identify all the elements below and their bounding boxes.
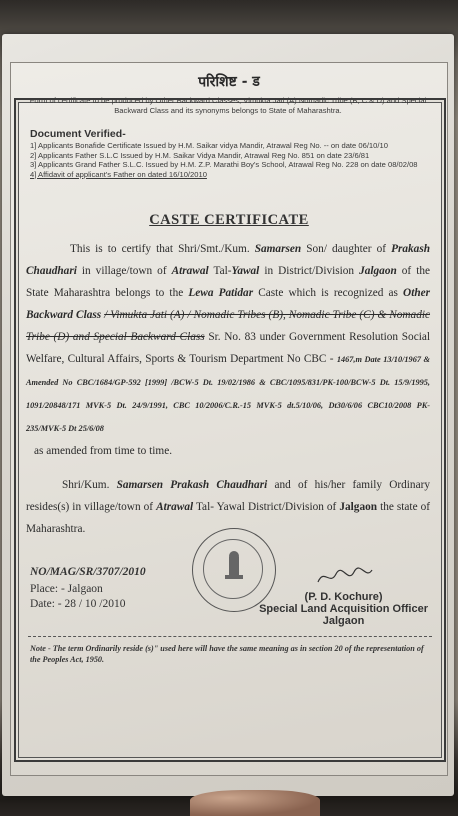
signature-block — [259, 566, 428, 627]
village: Atrawal — [171, 265, 209, 277]
body-text: Sr. No. 83 under Government Resolution Social Welfare, Cultural Affairs, Sports & Tourism Department No CBC - — [26, 331, 430, 365]
hindi-heading: परिशिष्ट - ड — [198, 73, 260, 91]
body-text: as amended from time to time. — [34, 445, 173, 457]
document-item: 2] Applicants Father S.L.C Issued by H.M. Saikar Vidya Mandir, Atrawal Reg No. 851 on date 23/6/81 — [30, 150, 370, 160]
signatory-place: Jalgaon — [322, 615, 365, 627]
documents-verified-title: Document Verified- — [30, 128, 126, 140]
body-text: Caste which is recognized as — [258, 287, 398, 299]
body-text: in District/Division — [264, 265, 355, 277]
certificate-title: CASTE CERTIFICATE — [149, 212, 309, 228]
form-intro: Form of certificate to be produced by Other Backward Classes, Vimukta Jati (A) Nomadic Tribe (B, C & D) and Special Backward Class and its synonyms belongs to State of Maharashtra. — [29, 96, 427, 115]
document-item: 1] Applicants Bonafide Certificate Issued by H.M. Saikar vidya Mandir, Atrawal Reg No. -- on date 06/10/10 — [30, 141, 388, 150]
fingers-photo-artifact — [190, 790, 320, 816]
body-text: Tal- — [213, 265, 232, 277]
residence-district: Jalgaon — [339, 501, 378, 513]
category: Other Backward Class — [26, 287, 431, 321]
body-text: in village/town of — [81, 265, 167, 277]
body-text: the state of Maharashtra. — [26, 501, 431, 535]
residence-village: Atrawal — [156, 501, 194, 513]
footnote: Note - The term Ordinarily reside (s)" used here will have the same meaning as in section 20 of the representation of the Peoples Act, 1950. — [30, 644, 424, 664]
body-text: Son/ daughter of — [306, 243, 387, 255]
district: Jalgaon — [359, 265, 397, 277]
body-text: of the State Maharashtra belongs to the — [26, 265, 430, 299]
taluka: Yawal — [231, 265, 260, 277]
body-text: Shri/Kum. — [62, 479, 110, 491]
body-text: Tal- Yawal District/Division of — [195, 501, 337, 513]
father-name: Prakash Chaudhari — [26, 243, 430, 277]
body-text: This is to certify that Shri/Smt./Kum. — [70, 243, 250, 255]
struck-categories: / Vimukta Jati (A) / Nomadic Tribes (B), Nomadic Tribe (C) & Nomadic Tribe (D) and Special Backward Class — [26, 309, 431, 343]
signatory-title: Special Land Acquisition Officer — [259, 603, 428, 615]
certificate-number: NO/MAG/SR/3707/2010 — [30, 566, 146, 578]
note-divider — [28, 636, 432, 637]
certificate-body — [26, 238, 430, 462]
caste: Lewa Patidar — [188, 287, 254, 299]
applicant-full-name: Samarsen Prakash Chaudhari — [116, 479, 268, 491]
document-item: 4] Affidavit of applicant's Father on dated 16/10/2010 — [30, 169, 207, 179]
government-references: 1467,m Date 13/10/1967 & Amended No CBC/1684/GP-592 [1999] /BCW-5 Dt. 19/02/1986 & CBC/1095/831/PK-100/BCW-5 Dt. 15/9/1995, 1091/20848/171 MVK-5 Dt. 24/9/1991, CBC 10/2006/C.R.-15 MVK-5 dt.5/10/06, Dt30/6/06 CBC10/2008 PK-235/MVK-5 Dt 25/6/08 — [26, 355, 430, 433]
signature-icon — [314, 566, 374, 588]
signatory-name: (P. D. Kochure) — [304, 591, 383, 603]
applicant-first-name: Samarsen — [254, 243, 302, 255]
document-item: 3] Applicants Grand Father S.L.C. Issued by H.M. Z.P. Marathi Boy's School, Atrawal Reg No. 228 on date 08/02/08 — [30, 160, 418, 169]
body-text: and of his/her family Ordinary resides(s) in village/town of — [26, 479, 430, 513]
documents-list — [30, 141, 430, 179]
date: Date: - 28 / 10 /2010 — [30, 598, 126, 610]
place: Place: - Jalgaon — [30, 583, 103, 595]
